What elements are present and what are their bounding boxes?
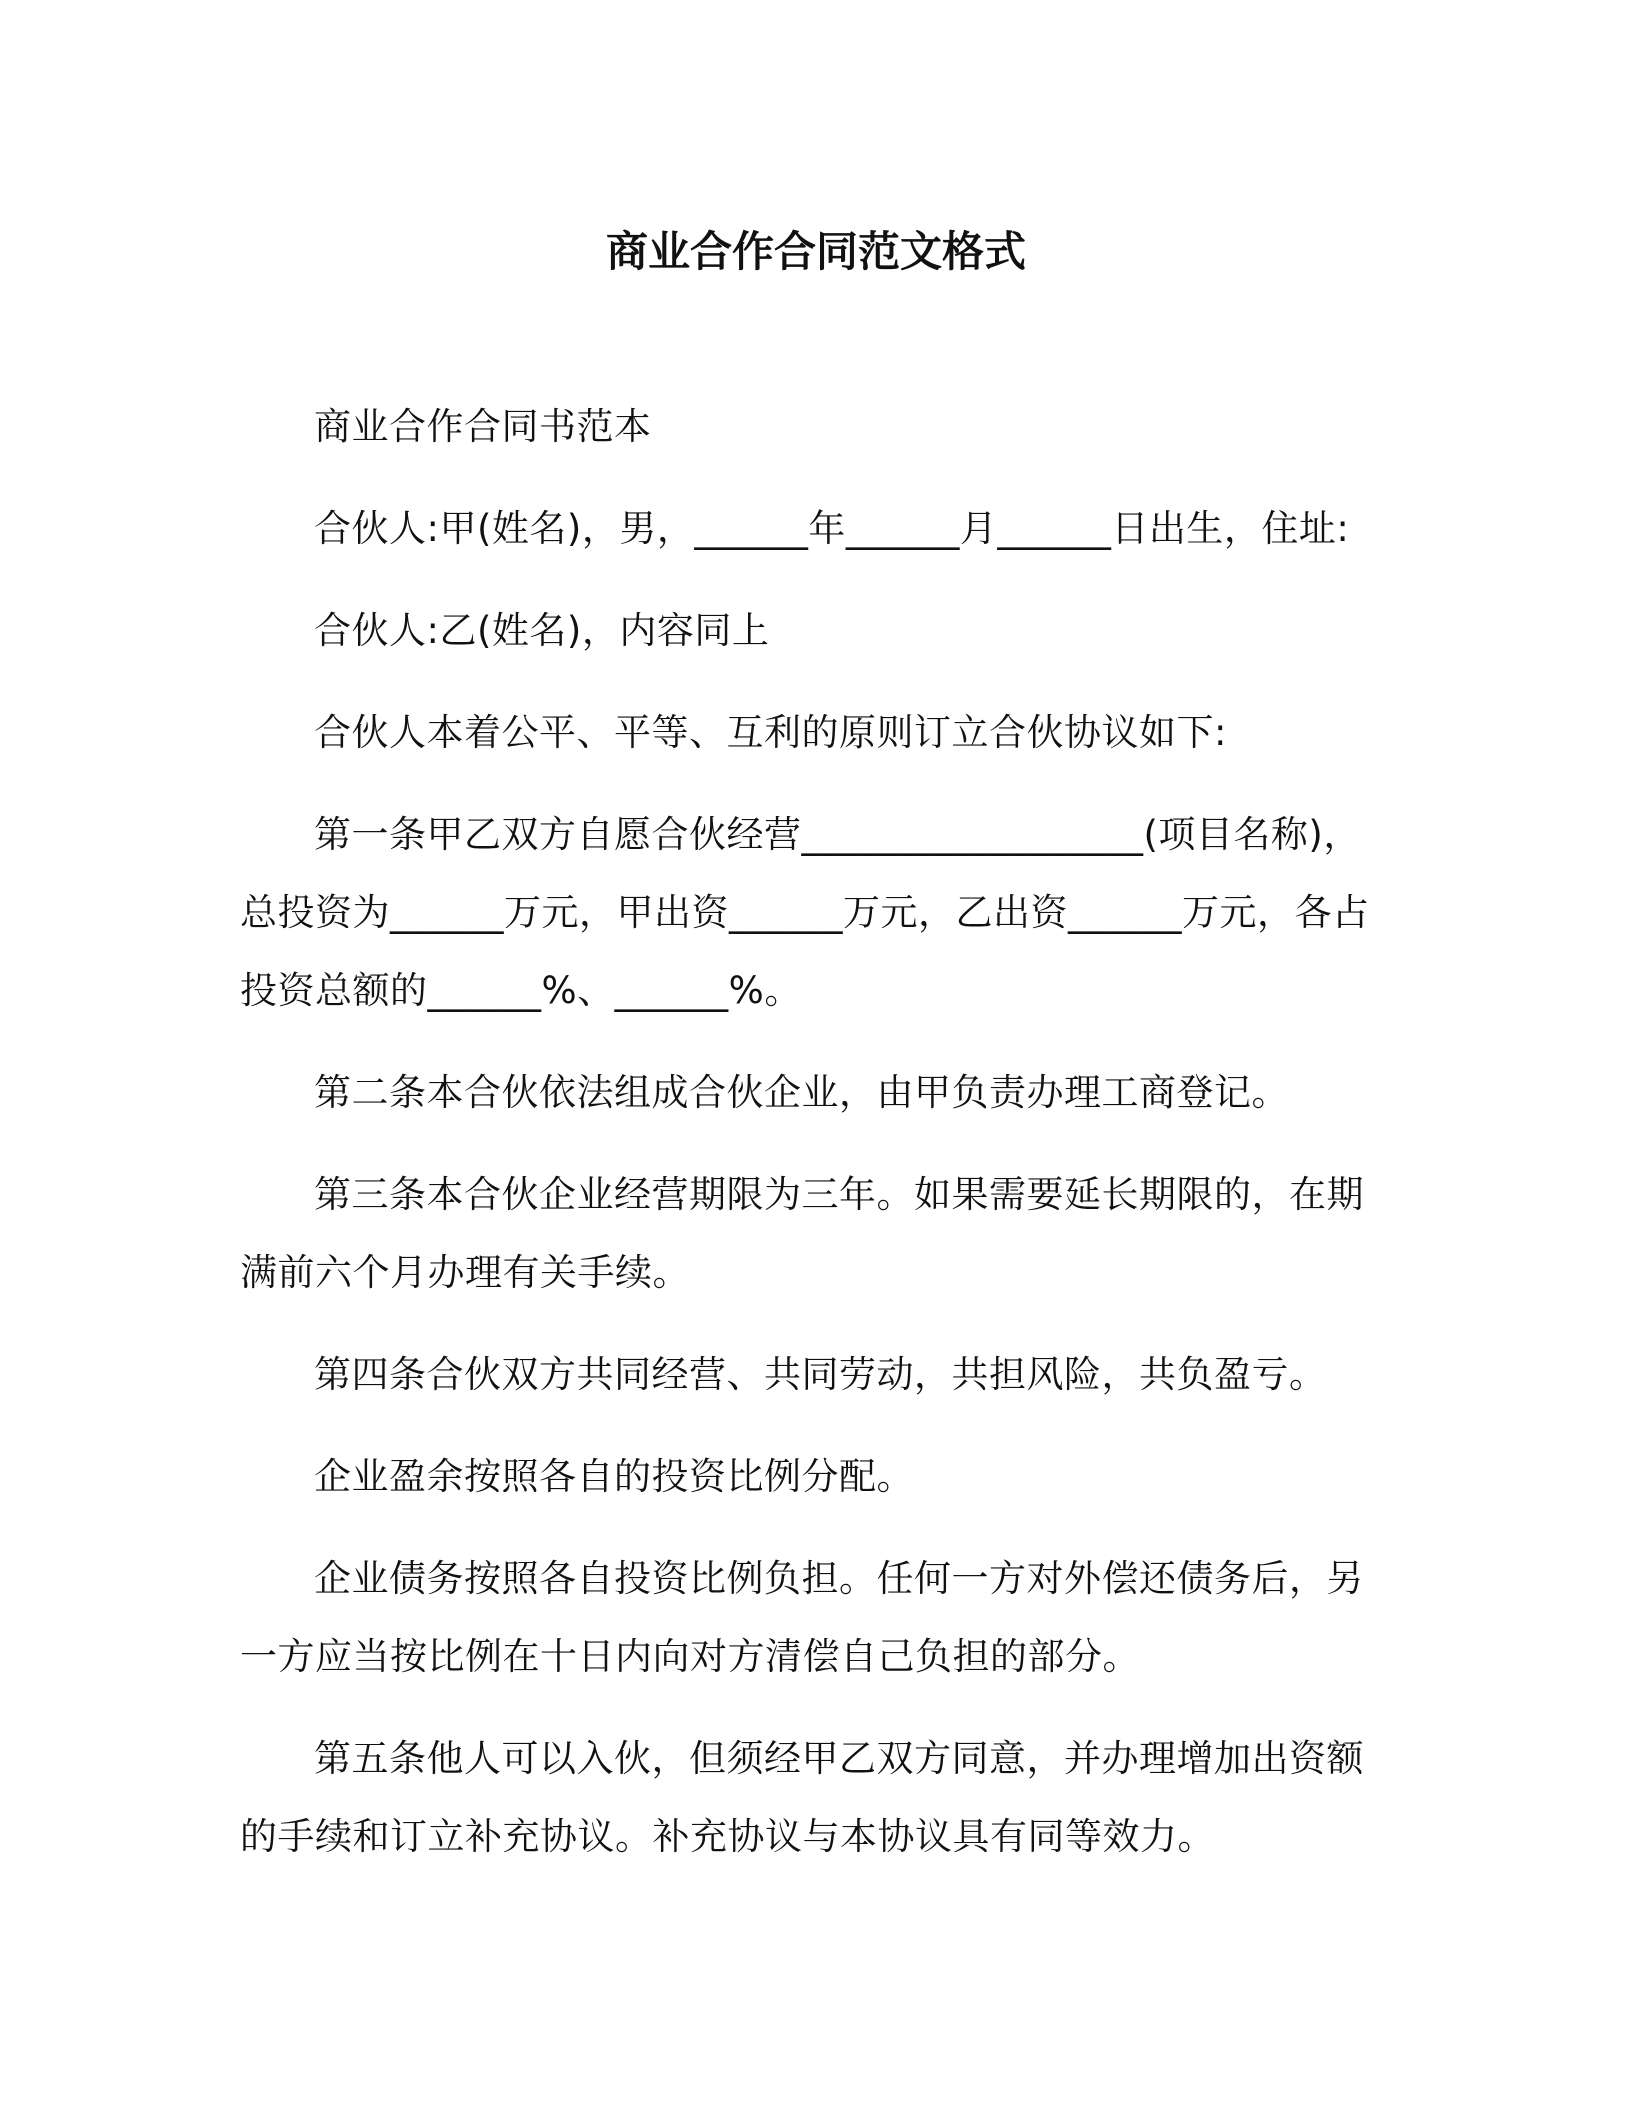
paragraph-partner-b: 合伙人:乙(姓名)，内容同上 — [314, 609, 770, 652]
paragraph-partner-a: 合伙人:甲(姓名)，男，______年______月______日出生，住址: — [314, 507, 1350, 550]
paragraph-article-4: 第四条合伙双方共同经营、共同劳动，共担风险，共负盈亏。 — [314, 1353, 1327, 1396]
paragraph-article-1: 第一条甲乙双方自愿合伙经营__________________(项目名称)，总投资为______万元，甲出资______万元，乙出资______万元，各占投资总额的______%、______%。 — [240, 813, 1370, 1012]
document-body — [240, 388, 1380, 1900]
paragraph-profit: 企业盈余按照各自的投资比例分配。 — [314, 1455, 914, 1498]
paragraph-article-5: 第五条他人可以入伙，但须经甲乙双方同意，并办理增加出资额的手续和订立补充协议。补充协议与本协议具有同等效力。 — [240, 1737, 1364, 1858]
paragraph-article-2: 第二条本合伙依法组成合伙企业，由甲负责办理工商登记。 — [314, 1071, 1289, 1114]
paragraph-subtitle: 商业合作合同书范本 — [314, 405, 652, 448]
paragraph-article-3: 第三条本合伙企业经营期限为三年。如果需要延长期限的，在期满前六个月办理有关手续。 — [240, 1173, 1364, 1294]
paragraph-debt: 企业债务按照各自投资比例负担。任何一方对外偿还债务后，另一方应当按比例在十日内向对方清偿自己负担的部分。 — [240, 1557, 1364, 1678]
paragraph-preamble: 合伙人本着公平、平等、互利的原则订立合伙协议如下: — [314, 711, 1227, 754]
document-title: 商业合作合同范文格式 — [605, 227, 1026, 276]
